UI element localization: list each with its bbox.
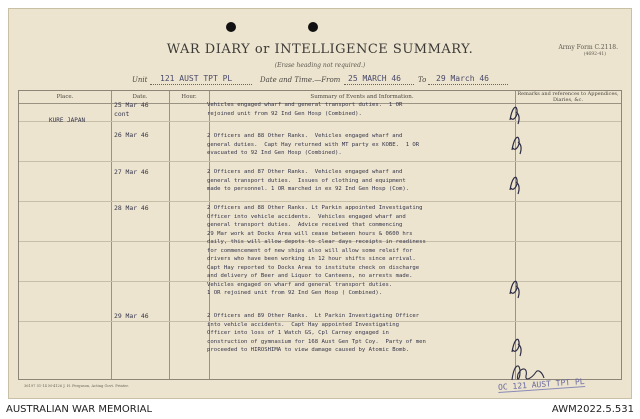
- to-label: To: [418, 76, 427, 84]
- ruled-line: [19, 161, 621, 162]
- initials-mark: [508, 276, 522, 300]
- army-form-number: Army Form C.2118.: [558, 44, 618, 51]
- entry-text: 2 Officers and 89 Other Ranks. Lt Parkin Investigating Officer into vehicle accidents. Capt Hay appointed Investigating Officer into loss of 1 Watch GS, Cpl Carney engaged in construction of gymnasium for 168 Aust Gen Tpt Coy. Party of men proceeded to HIROSHIMA to view damage caused by Atomic Bomb.: [207, 313, 426, 353]
- column-divider: [111, 91, 112, 379]
- unit-label: Unit: [132, 76, 148, 84]
- punch-hole: [308, 22, 318, 32]
- initials-mark: [510, 334, 524, 358]
- column-header-date: Date.: [132, 94, 148, 100]
- unit-value: 121 AUST TPT PL: [160, 74, 233, 83]
- ruled-line: [19, 201, 621, 202]
- unit-dotline: [150, 84, 252, 85]
- to-dotline: [428, 84, 508, 85]
- place-value: KURE JAPAN: [49, 117, 86, 124]
- from-dotline: [344, 84, 414, 85]
- entry-date: 27 Mar 46: [114, 168, 149, 176]
- printer-note: 36197 51-14 M-4126 J. H. Ferguson, Acting Govt. Printer.: [24, 384, 129, 388]
- unit-stamp: OC 121 AUST TPT PL: [497, 376, 585, 393]
- army-form-sub: (4692-41): [583, 52, 606, 57]
- form-title: WAR DIARY or INTELLIGENCE SUMMARY.: [166, 42, 474, 57]
- punch-hole: [226, 22, 236, 32]
- entry-date: 29 Mar 46: [114, 312, 149, 320]
- entry-text: 2 Officers and 88 Other Ranks. Lt Parkin appointed Investigating Officer into vehicle accidents. Vehicles engaged wharf and general transport duties. Advice received that commencing 29 Mar work at Docks Area will cease between hours & 0600 hrs daily, this will allow depots to clear days receipts in readiness for commencement of new ships also will allow some releif for drivers who have been working in 12 hour shifts since arrival. Capt Hay reported to Docks Area to institute check on discharge and delivery of Beer and Liquor to Canteens, no arrests made. Vehicles engaged on wharf and general transport duties. 1 OR rejoined unit from 92 Ind Gen Hosp ( Combined).: [207, 205, 426, 296]
- entry-date: 25 Mar 46 cont: [114, 101, 149, 118]
- initials-mark: [508, 172, 522, 196]
- entry-date: 28 Mar 46: [114, 204, 149, 212]
- column-header-summary: Summary of Events and Information.: [310, 94, 414, 100]
- credit-institution: AUSTRALIAN WAR MEMORIAL: [6, 404, 153, 415]
- diary-page: [8, 8, 632, 399]
- column-header-place: Place.: [56, 94, 74, 100]
- credit-accession-number: AWM2022.5.531: [551, 404, 634, 415]
- ruled-line: [19, 121, 621, 122]
- initials-mark: [508, 102, 522, 126]
- column-divider: [169, 91, 170, 379]
- date-time-label: Date and Time.—From: [260, 76, 341, 84]
- initials-mark: [510, 132, 524, 156]
- to-value: 29 March 46: [436, 74, 489, 83]
- entry-text: 2 Officers and 88 Other Ranks. Vehicles engaged wharf and general duties. Capt Hay returned with MT party ex KOBE. 1 OR evacuated to 92 Ind Gen Hosp (Combined).: [207, 133, 420, 156]
- entry-text: Vehicles engaged wharf and general transport duties. 1 OR rejoined unit from 92 Ind Gen Hosp (Combined).: [207, 102, 403, 117]
- column-header-remarks: Remarks and references to Appendices, Diaries, &c.: [517, 91, 619, 103]
- entry-text: 2 Officers and 87 Other Ranks. Vehicles engaged wharf and general transport duties. Issues of clothing and equipment made to personnel. 1 OR marched in ex 92 Ind Gen Hosp (Com).: [207, 169, 410, 192]
- form-subtitle: (Erase heading not required.): [274, 62, 366, 69]
- column-header-hour: Hour.: [181, 94, 197, 100]
- from-value: 25 MARCH 46: [348, 74, 401, 83]
- entry-date: 26 Mar 46: [114, 131, 149, 139]
